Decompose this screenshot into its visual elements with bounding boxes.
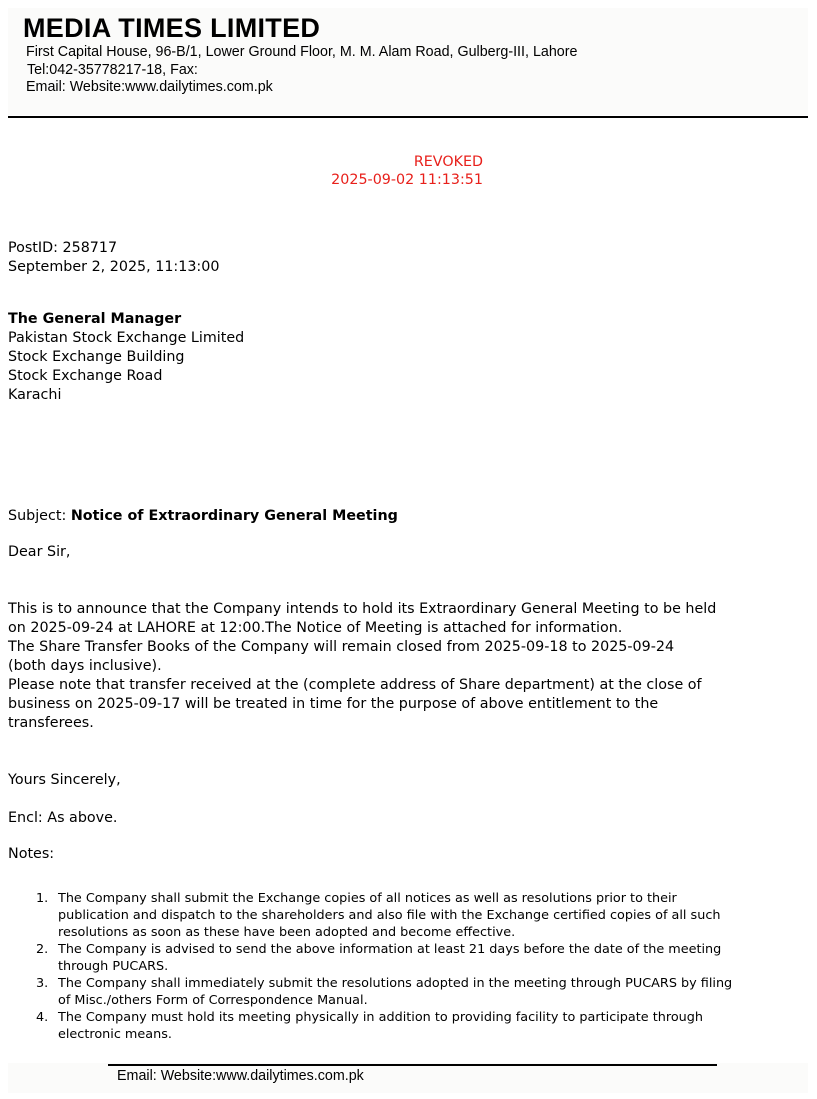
note-item	[36, 975, 788, 1009]
revoked-label: REVOKED	[413, 154, 483, 170]
post-id: PostID: 258717	[8, 240, 118, 256]
note-line: The Company must hold its meeting physically in addition to providing facility to participate through	[58, 1010, 704, 1025]
note-number: 1.	[36, 891, 49, 906]
note-line: publication and dispatch to the shareholders and also file with the Exchange certified copies of all such	[58, 908, 721, 923]
note-item	[36, 890, 788, 941]
revoked-stamp	[331, 153, 483, 189]
post-info	[8, 239, 219, 277]
body-line: Please note that transfer received at the (complete address of Share department) at the close of	[8, 677, 702, 693]
recipient-line: Stock Exchange Road	[8, 368, 163, 384]
note-item	[36, 941, 788, 975]
footer-email-website: Email: Website:www.dailytimes.com.pk	[117, 1068, 364, 1084]
body-line: on 2025-09-24 at LAHORE at 12:00.The Notice of Meeting is attached for information.	[8, 620, 623, 636]
post-date: September 2, 2025, 11:13:00	[8, 259, 220, 275]
notes-label: Notes:	[8, 846, 55, 862]
note-line: The Company shall immediately submit the resolutions adopted in the meeting through PUCARS by filing	[58, 976, 733, 991]
footer-divider	[108, 1064, 717, 1066]
body-line: transferees.	[8, 715, 94, 731]
recipient-line: Pakistan Stock Exchange Limited	[8, 330, 245, 346]
note-number: 2.	[36, 942, 49, 957]
header-divider	[8, 116, 808, 118]
recipient-line: Stock Exchange Building	[8, 349, 185, 365]
body-line: The Share Transfer Books of the Company will remain closed from 2025-09-18 to 2025-09-24	[8, 639, 675, 655]
company-address: First Capital House, 96-B/1, Lower Ground Floor, M. M. Alam Road, Gulberg-III, Lahore	[26, 44, 578, 60]
footer	[8, 1063, 808, 1093]
notes-list	[36, 890, 788, 1043]
recipient-line: Karachi	[8, 387, 62, 403]
company-name: MEDIA TIMES LIMITED	[23, 13, 321, 43]
letter-body	[8, 600, 788, 733]
note-line: electronic means.	[58, 1027, 172, 1042]
recipient-title: The General Manager	[8, 311, 182, 327]
note-line: through PUCARS.	[58, 959, 169, 974]
letterhead	[8, 8, 808, 115]
note-number: 4.	[36, 1010, 49, 1025]
recipient-block	[8, 310, 244, 405]
subject-label: Subject:	[8, 508, 67, 524]
note-line: of Misc./others Form of Correspondence Manual.	[58, 993, 368, 1008]
company-contact: Tel:042-35778217-18, Fax:	[27, 62, 198, 78]
body-line: This is to announce that the Company intends to hold its Extraordinary General Meeting to be held	[8, 601, 717, 617]
note-number: 3.	[36, 976, 49, 991]
revoked-timestamp: 2025-09-02 11:13:51	[331, 172, 483, 188]
subject-line	[8, 507, 398, 526]
company-email-website: Email: Website:www.dailytimes.com.pk	[26, 79, 273, 95]
closing: Yours Sincerely,	[8, 772, 121, 788]
enclosure: Encl: As above.	[8, 810, 118, 826]
note-line: The Company shall submit the Exchange copies of all notices as well as resolutions prior to their	[58, 891, 677, 906]
subject-text: Notice of Extraordinary General Meeting	[70, 508, 398, 524]
salutation: Dear Sir,	[8, 544, 71, 560]
body-line: business on 2025-09-17 will be treated in time for the purpose of above entitlement to the	[8, 696, 659, 712]
note-item	[36, 1009, 788, 1043]
body-line: (both days inclusive).	[8, 658, 162, 674]
note-line: The Company is advised to send the above information at least 21 days before the date of the meeting	[58, 942, 722, 957]
note-line: resolutions as soon as these have been adopted and become effective.	[58, 925, 516, 940]
